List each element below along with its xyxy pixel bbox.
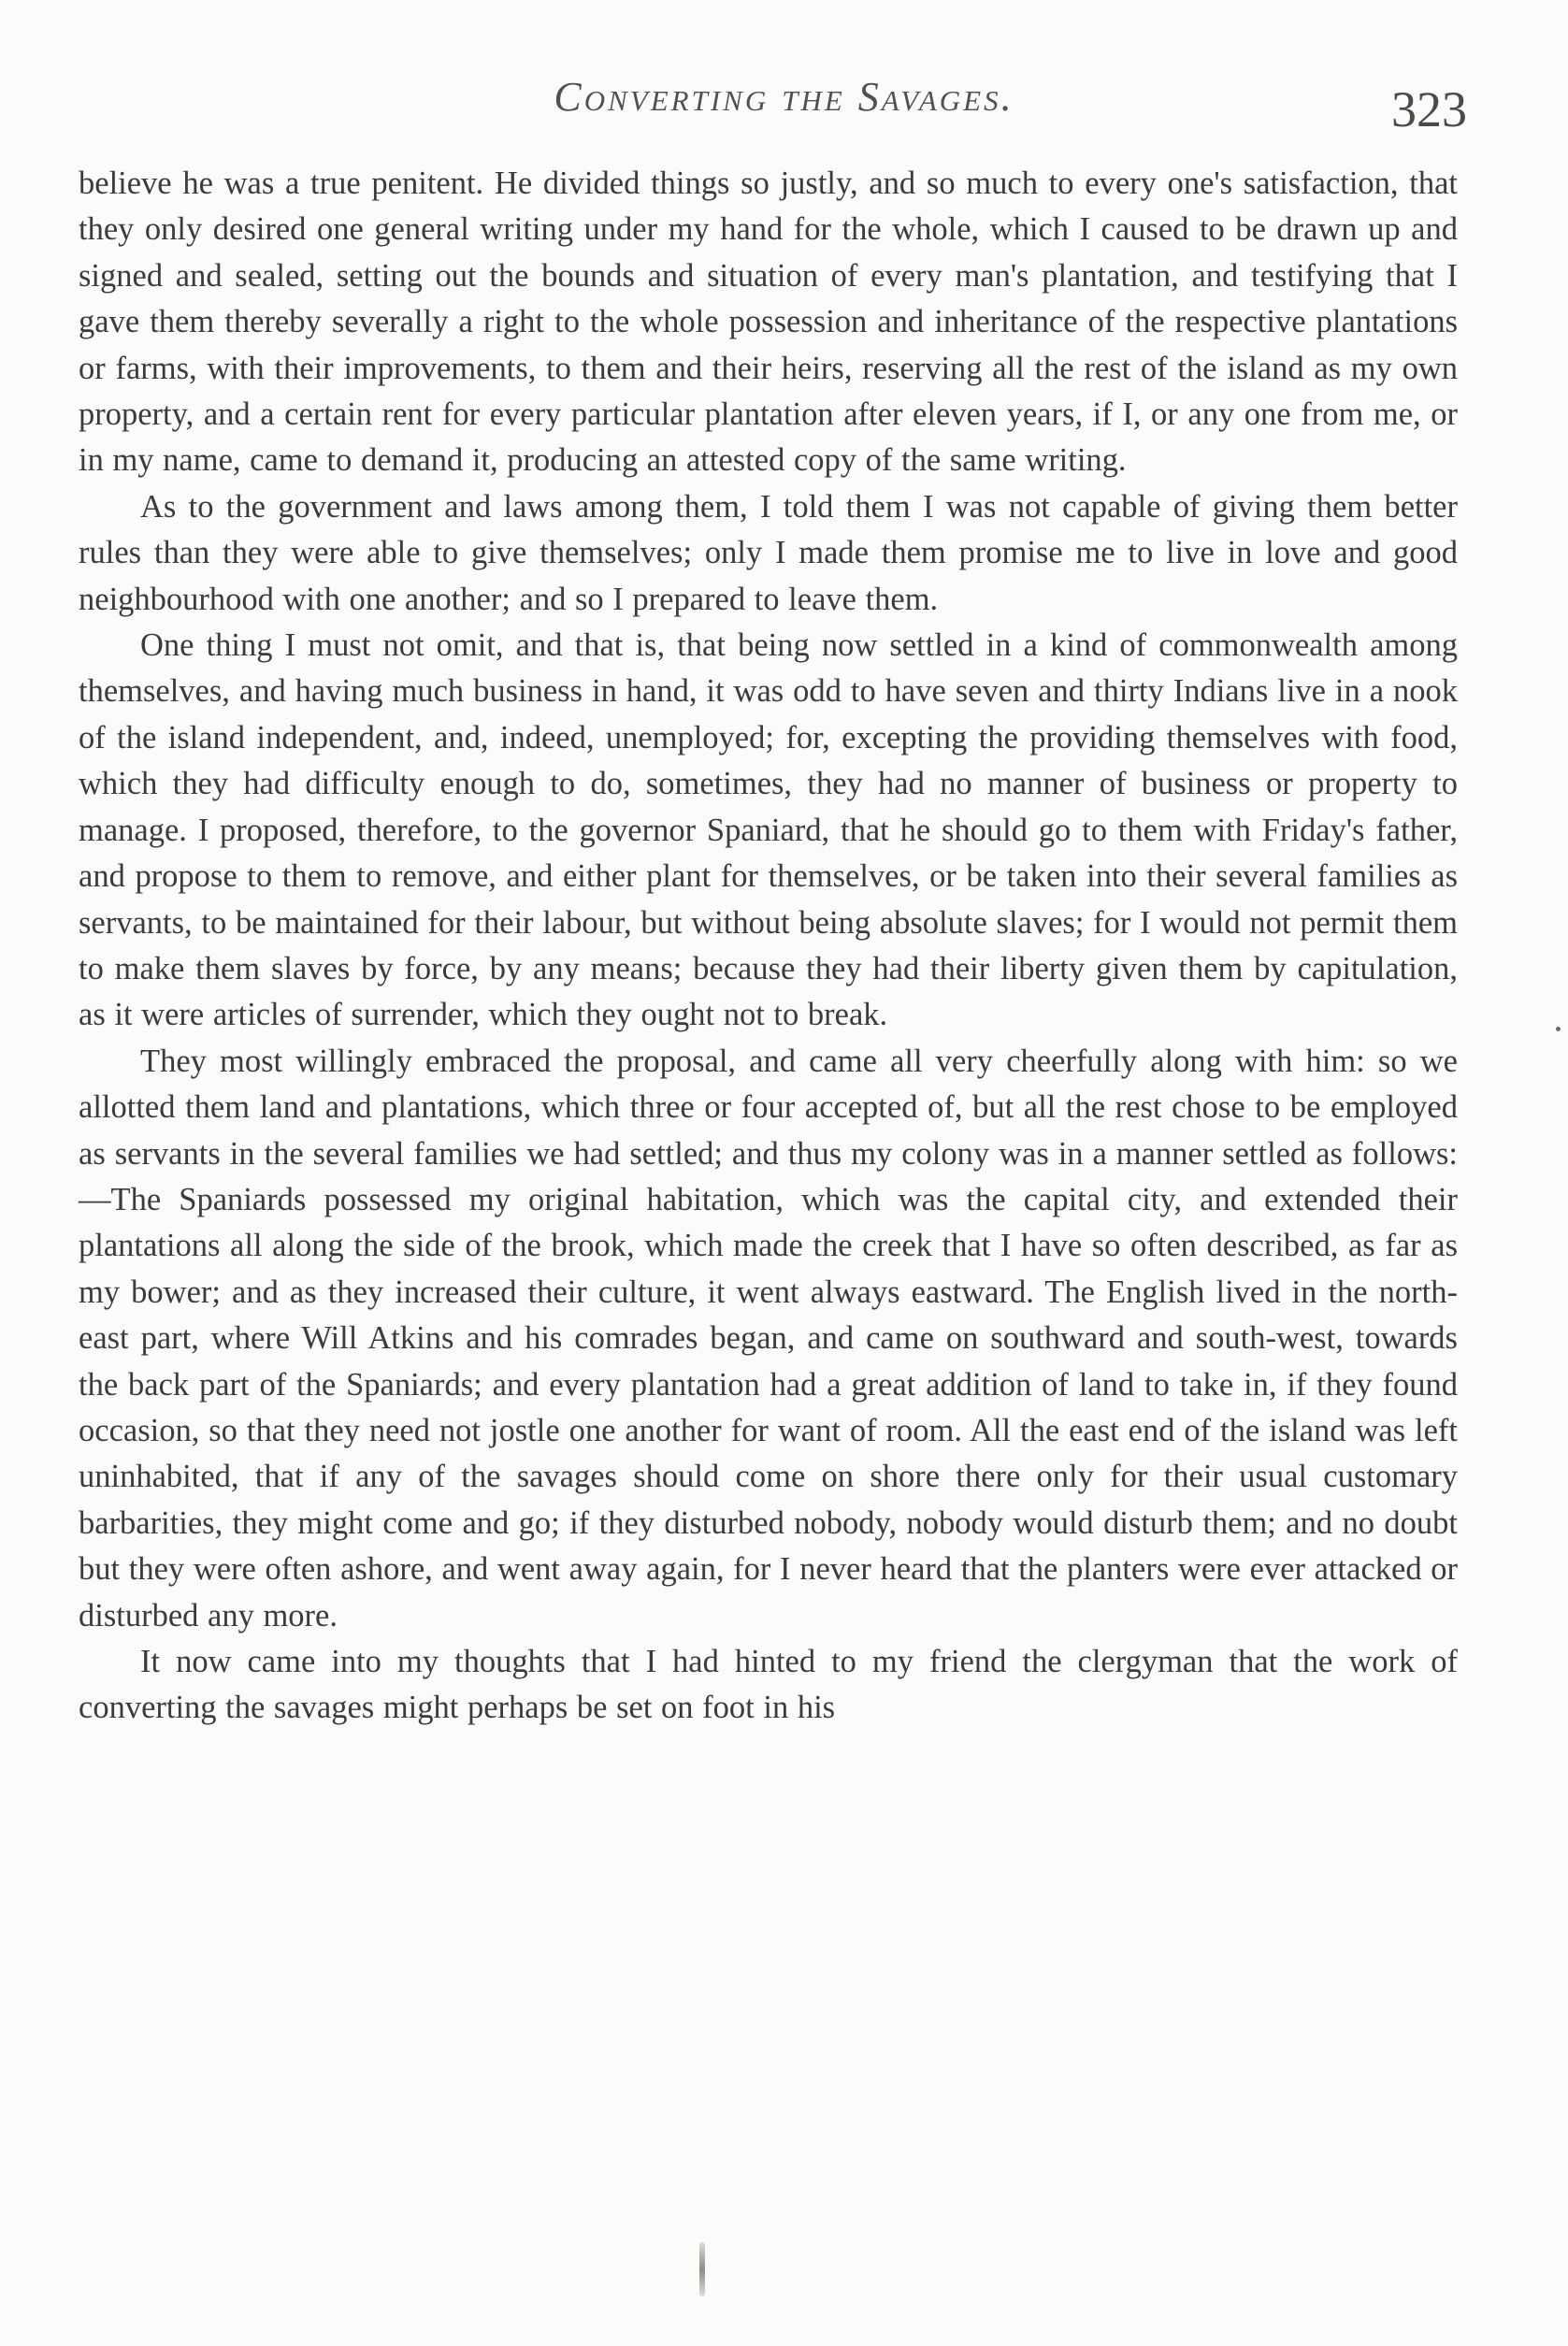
body-text: [79, 161, 1458, 1732]
paragraph: It now came into my thoughts that I had hinted to my friend the clergyman that the work of converting the savages might perhaps be set on foot in his: [79, 1644, 1458, 1726]
page-scan-mark: [699, 2242, 705, 2296]
paragraph: They most willingly embraced the proposal, and came all very cheerfully along with him: so we allotted them land and plantations, which three or four accepted of, but all the rest chose to be employed as servants in the several families we had settled; and thus my colony was in a manner settled as follows:—The Spaniards possessed my original habitation, which was the capital city, and extended their plantations all along the side of the brook, which made the creek that I have so often described, as far as my bower; and as they increased their culture, it went always eastward. The English lived in the north-east part, where Will Atkins and his comrades began, and came on southward and south-west, towards the back part of the Spaniards; and every plantation had a great addition of land to take in, if they found occasion, so that they need not jostle one another for want of room. All the east end of the island was left uninhabited, that if any of the savages should come on shore there only for their usual customary barbarities, they might come and go; if they disturbed nobody, nobody would disturb them; and no doubt but they were often ashore, and went away again, for I never heard that the planters were ever attacked or disturbed any more.: [79, 1043, 1458, 1634]
paragraph: As to the government and laws among them, I told them I was not capable of giving them better rules than they were able to give themselves; only I made them promise me to live in love and good neighbourhood with one another; and so I prepared to leave them.: [79, 488, 1458, 617]
print-speck: [1556, 1027, 1561, 1031]
page-number: 323: [1391, 81, 1467, 137]
running-head: Converting the Savages.: [554, 74, 1014, 120]
paragraph: believe he was a true penitent. He divided things so justly, and so much to every one's satisfaction, that they only desired one general writing under my hand for the whole, which I caused to be drawn up and signed and sealed, setting out the bounds and situation of every man's plantation, and testifying that I gave them thereby severally a right to the whole possession and inheritance of the respective plantations or farms, with their improvements, to them and their heirs, reserving all the rest of the island as my own property, and a certain rent for every particular plantation after eleven years, if I, or any one from me, or in my name, came to demand it, producing an attested copy of the same writing.: [79, 166, 1458, 479]
paragraph: One thing I must not omit, and that is, that being now settled in a kind of commonwealth among themselves, and having much business in hand, it was odd to have seven and thirty Indians live in a nook of the island independent, and, indeed, unemployed; for, excepting the providing themselves with food, which they had difficulty enough to do, sometimes, they had no manner of business or property to manage. I proposed, therefore, to the governor Spaniard, that he should go to them with Friday's father, and propose to them to remove, and either plant for themselves, or be taken into their several families as servants, to be maintained for their labour, but without being absolute slaves; for I would not permit them to make them slaves by force, by any means; because they had their liberty given them by capitulation, as it were articles of surrender, which they ought not to break.: [79, 627, 1458, 1033]
